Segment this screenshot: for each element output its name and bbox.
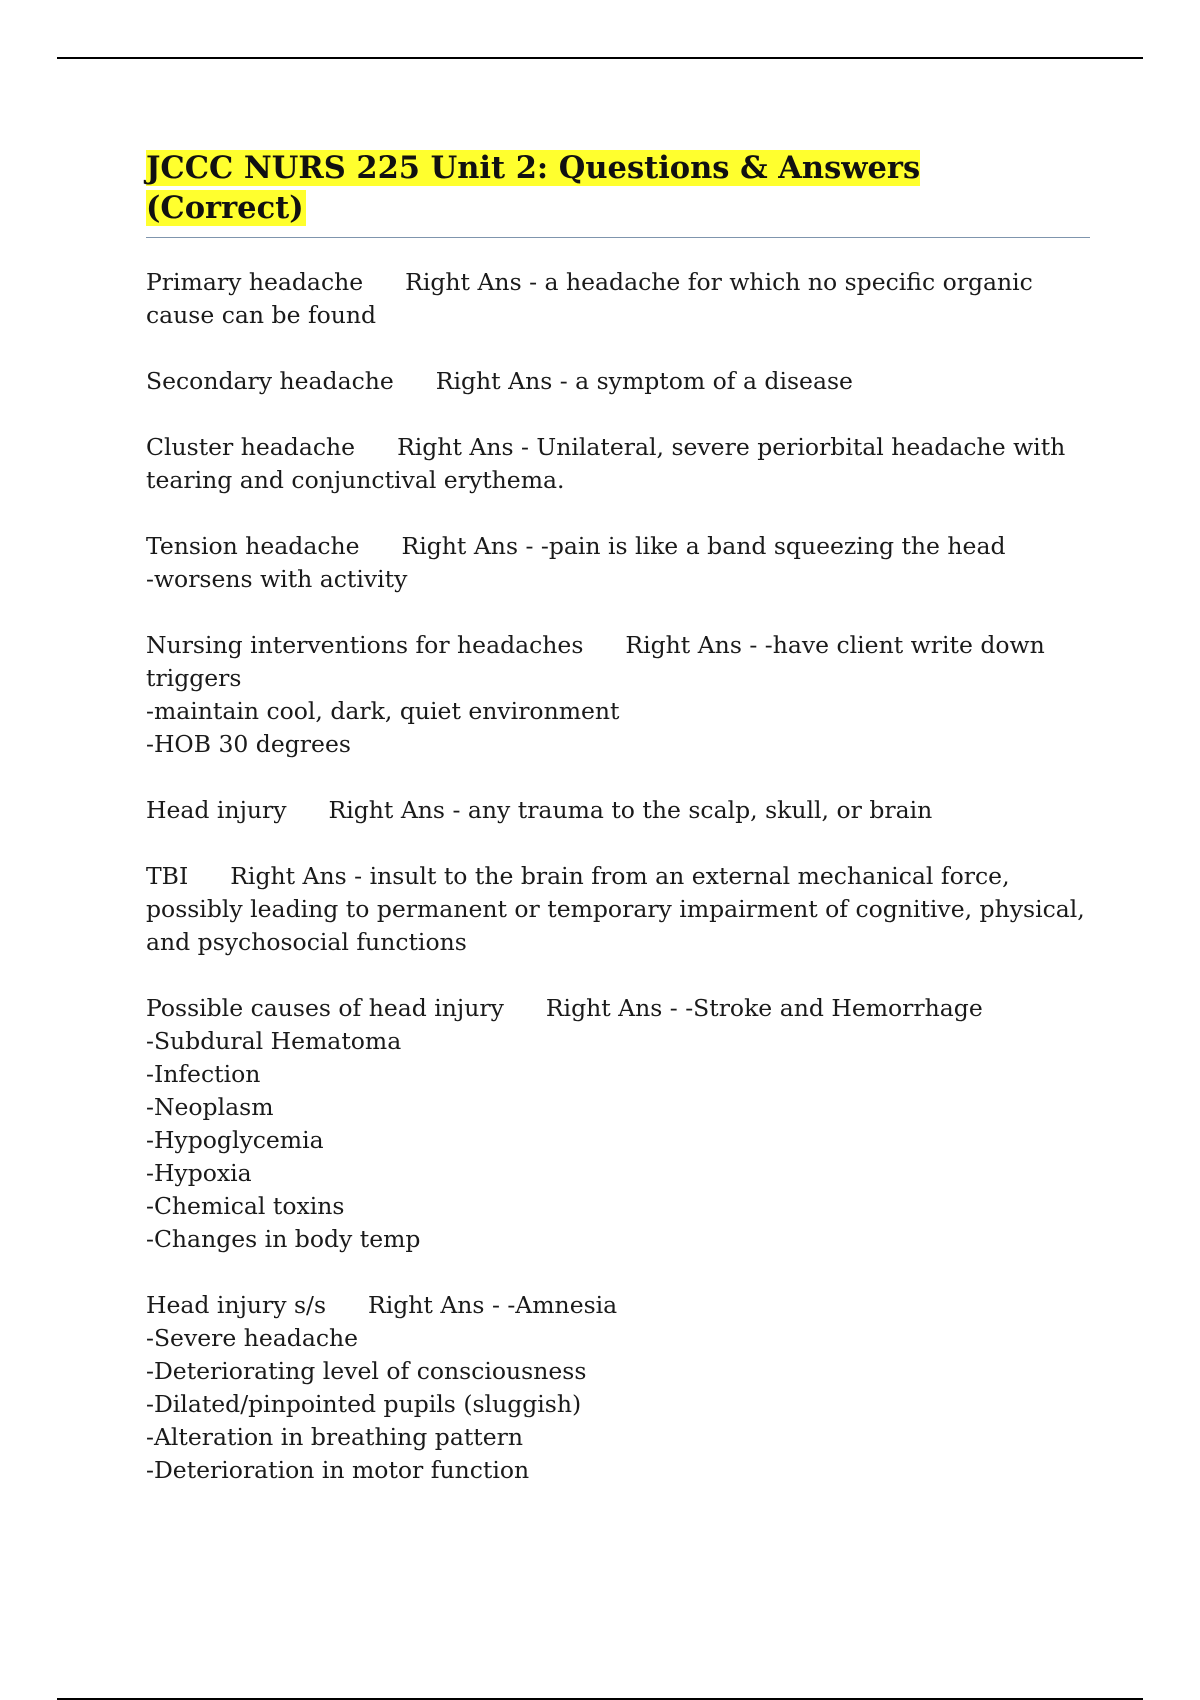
qa-item — [146, 266, 1090, 332]
qa-item — [146, 1289, 1090, 1487]
qa-list — [146, 266, 1090, 1487]
top-rule — [57, 57, 1143, 59]
qa-answer-line: -Deterioration in motor function — [146, 1456, 530, 1484]
qa-answer-line: -Deteriorating level of consciousness — [146, 1357, 587, 1385]
qa-answer-line: -Chemical toxins — [146, 1192, 345, 1220]
qa-answer-line: -Hypoglycemia — [146, 1126, 324, 1154]
qa-term: TBI — [146, 862, 189, 890]
qa-answer: Right Ans - -Stroke and Hemorrhage — [545, 994, 983, 1022]
qa-answer-line: -HOB 30 degrees — [146, 730, 351, 758]
qa-answer-line: -Changes in body temp — [146, 1225, 421, 1253]
qa-answer-line: -Alteration in breathing pattern — [146, 1423, 524, 1451]
document-body — [146, 148, 1090, 1520]
document-title: JCCC NURS 225 Unit 2: Questions & Answers (Correct) — [146, 150, 921, 226]
qa-answer: Right Ans - -pain is like a band squeezing the head — [401, 532, 1006, 560]
qa-answer-line: -Subdural Hematoma — [146, 1027, 402, 1055]
qa-answer: Right Ans - -Amnesia — [368, 1291, 618, 1319]
qa-term: Secondary headache — [146, 367, 394, 395]
qa-item — [146, 530, 1090, 596]
qa-answer: Right Ans - a symptom of a disease — [435, 367, 853, 395]
qa-term: Nursing interventions for headaches — [146, 631, 584, 659]
qa-answer: Right Ans - any trauma to the scalp, skull, or brain — [328, 796, 933, 824]
qa-answer-line: -Dilated/pinpointed pupils (sluggish) — [146, 1390, 582, 1418]
qa-answer: Right Ans - insult to the brain from an external mechanical force, possibly leading to permanent or temporary impairment of cognitive, physical, and psychosocial functions — [146, 862, 1085, 956]
qa-answer-line: -worsens with activity — [146, 565, 408, 593]
qa-answer-line: -Severe headache — [146, 1324, 359, 1352]
qa-term: Cluster headache — [146, 433, 356, 461]
qa-answer: Right Ans - Unilateral, severe periorbital headache with tearing and conjunctival erythema. — [146, 433, 1066, 494]
qa-item — [146, 992, 1090, 1256]
qa-term: Tension headache — [146, 532, 360, 560]
qa-term: Possible causes of head injury — [146, 994, 504, 1022]
qa-item — [146, 431, 1090, 497]
qa-item — [146, 629, 1090, 761]
qa-answer: Right Ans - a headache for which no specific organic cause can be found — [146, 268, 1033, 329]
qa-term: Head injury — [146, 796, 287, 824]
qa-term: Head injury s/s — [146, 1291, 327, 1319]
qa-answer-line: -Hypoxia — [146, 1159, 252, 1187]
title-block — [146, 148, 1090, 238]
qa-answer-line: -maintain cool, dark, quiet environment — [146, 697, 620, 725]
qa-answer: Right Ans - -have client write down triggers — [146, 631, 1045, 692]
qa-item — [146, 860, 1090, 959]
qa-item — [146, 794, 1090, 827]
qa-answer-line: -Infection — [146, 1060, 261, 1088]
qa-answer-line: -Neoplasm — [146, 1093, 274, 1121]
qa-term: Primary headache — [146, 268, 364, 296]
bottom-rule — [57, 1698, 1143, 1700]
qa-item — [146, 365, 1090, 398]
